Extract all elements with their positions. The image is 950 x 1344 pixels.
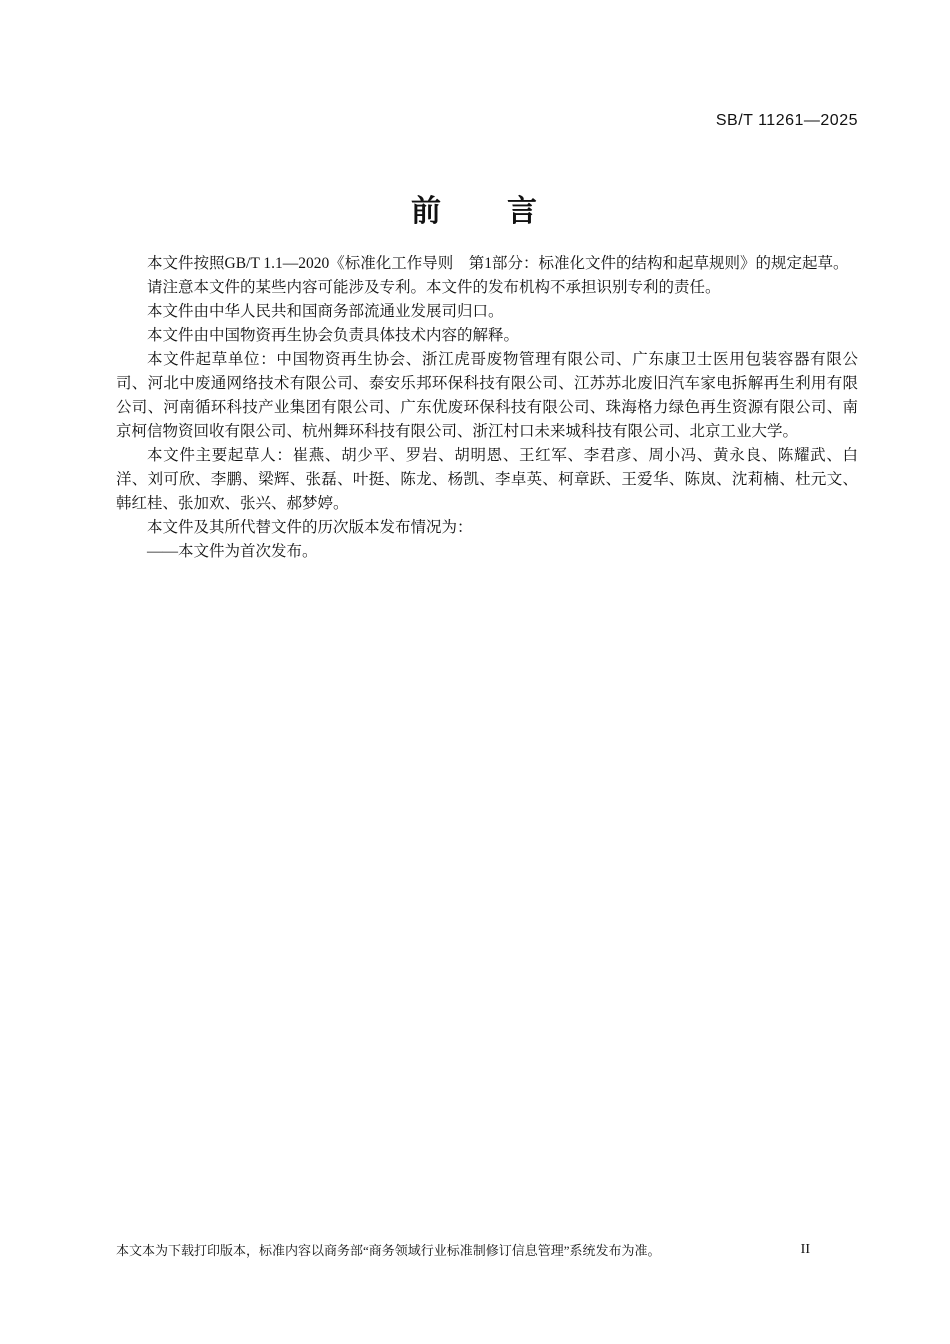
page-number: II	[800, 1242, 810, 1257]
paragraph: 本文件主要起草人：崔燕、胡少平、罗岩、胡明恩、王红军、李君彦、周小冯、黄永良、陈耀武、白洋、刘可欣、李鹏、梁辉、张磊、叶挺、陈龙、杨凯、李卓英、柯章跃、王爱华、陈岚、沈莉楠、杜元文、韩红桂、张加欢、张兴、郝梦婷。	[116, 447, 858, 512]
paragraph: ——本文件为首次发布。	[147, 543, 318, 560]
paragraph: 本文件按照GB/T 1.1—2020《标准化工作导则 第1部分：标准化文件的结构和起草规则》的规定起草。	[147, 255, 849, 272]
paragraph: 本文件由中华人民共和国商务部流通业发展司归口。	[147, 303, 504, 320]
page-footer	[116, 1242, 858, 1260]
paragraph: 本文件及其所代替文件的历次版本发布情况为：	[147, 519, 473, 536]
paragraph: 请注意本文件的某些内容可能涉及专利。本文件的发布机构不承担识别专利的责任。	[147, 279, 721, 296]
standard-number: SB/T 11261—2025	[715, 112, 858, 129]
document-body	[116, 252, 858, 564]
paragraph: 本文件由中国物资再生协会负责具体技术内容的解释。	[147, 327, 520, 344]
paragraph: 本文件起草单位：中国物资再生协会、浙江虎哥废物管理有限公司、广东康卫士医用包装容器有限公司、河北中废通网络技术有限公司、泰安乐邦环保科技有限公司、江苏苏北废旧汽车家电拆解再生利用有限公司、河南循环科技产业集团有限公司、广东优废环保科技有限公司、珠海格力绿色再生资源有限公司、南京柯信物资回收有限公司、杭州舞环科技有限公司、浙江村口未来城科技有限公司、北京工业大学。	[116, 351, 858, 440]
page-title: 前 言	[411, 195, 539, 228]
footer-note: 本文本为下载打印版本，标准内容以商务部“商务领域行业标准制修订信息管理”系统发布为准。	[116, 1243, 661, 1258]
